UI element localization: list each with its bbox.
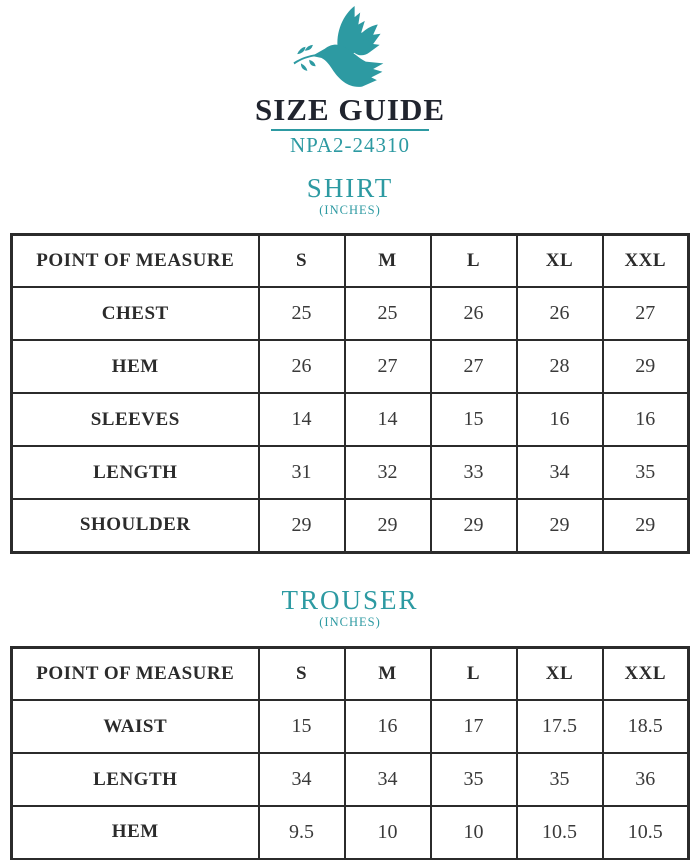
size-value: 34 (259, 753, 345, 806)
title-underline (271, 129, 429, 131)
size-value: 29 (603, 340, 689, 393)
shirt-unit-label: (INCHES) (319, 202, 381, 217)
size-value: 29 (517, 499, 603, 552)
row-label: LENGTH (12, 753, 259, 806)
trouser-size-table (10, 646, 690, 860)
page-title: SIZE GUIDE (254, 92, 446, 127)
column-header: XL (517, 234, 603, 287)
column-header: M (345, 647, 431, 700)
size-value: 29 (431, 499, 517, 552)
size-value: 14 (259, 393, 345, 446)
shirt-section-heading (0, 172, 700, 218)
dove-with-olive-branch-icon (287, 6, 413, 94)
column-header: XXL (603, 234, 689, 287)
size-value: 25 (259, 287, 345, 340)
size-value: 35 (603, 446, 689, 499)
size-value: 10.5 (603, 806, 689, 859)
shirt-heading: SHIRT (306, 172, 394, 203)
table-row (12, 446, 689, 499)
size-value: 16 (345, 700, 431, 753)
size-value: 28 (517, 340, 603, 393)
size-value: 33 (431, 446, 517, 499)
size-value: 27 (603, 287, 689, 340)
size-value: 31 (259, 446, 345, 499)
size-value: 27 (431, 340, 517, 393)
row-label: LENGTH (12, 446, 259, 499)
size-value: 26 (517, 287, 603, 340)
column-header: POINT OF MEASURE (12, 234, 259, 287)
size-value: 15 (431, 393, 517, 446)
column-header: XXL (603, 647, 689, 700)
product-code: NPA2-24310 (289, 132, 411, 157)
size-value: 10 (431, 806, 517, 859)
size-value: 17 (431, 700, 517, 753)
size-value: 36 (603, 753, 689, 806)
column-header: S (259, 647, 345, 700)
brand-header (0, 0, 700, 158)
size-value: 29 (603, 499, 689, 552)
column-header: L (431, 234, 517, 287)
size-value: 34 (345, 753, 431, 806)
size-value: 27 (345, 340, 431, 393)
column-header: POINT OF MEASURE (12, 647, 259, 700)
trouser-section-heading (0, 584, 700, 630)
row-label: HEM (12, 806, 259, 859)
size-value: 29 (345, 499, 431, 552)
table-row (12, 499, 689, 552)
size-value: 10.5 (517, 806, 603, 859)
column-header: S (259, 234, 345, 287)
row-label: HEM (12, 340, 259, 393)
size-value: 9.5 (259, 806, 345, 859)
table-row (12, 753, 689, 806)
trouser-heading: TROUSER (281, 584, 419, 615)
size-value: 17.5 (517, 700, 603, 753)
size-value: 25 (345, 287, 431, 340)
table-row (12, 806, 689, 859)
table-row (12, 700, 689, 753)
size-value: 26 (259, 340, 345, 393)
row-label: SLEEVES (12, 393, 259, 446)
row-label: WAIST (12, 700, 259, 753)
column-header: M (345, 234, 431, 287)
trouser-unit-label: (INCHES) (319, 614, 381, 629)
column-header: XL (517, 647, 603, 700)
shirt-size-table (10, 233, 690, 554)
table-row (12, 393, 689, 446)
size-value: 18.5 (603, 700, 689, 753)
table-header-row (12, 647, 689, 700)
table-row (12, 340, 689, 393)
size-value: 16 (603, 393, 689, 446)
size-value: 10 (345, 806, 431, 859)
table-header-row (12, 234, 689, 287)
size-value: 35 (431, 753, 517, 806)
size-value: 14 (345, 393, 431, 446)
size-value: 16 (517, 393, 603, 446)
size-value: 32 (345, 446, 431, 499)
size-value: 34 (517, 446, 603, 499)
size-value: 26 (431, 287, 517, 340)
size-value: 35 (517, 753, 603, 806)
column-header: L (431, 647, 517, 700)
table-row (12, 287, 689, 340)
row-label: CHEST (12, 287, 259, 340)
size-value: 29 (259, 499, 345, 552)
size-value: 15 (259, 700, 345, 753)
row-label: SHOULDER (12, 499, 259, 552)
